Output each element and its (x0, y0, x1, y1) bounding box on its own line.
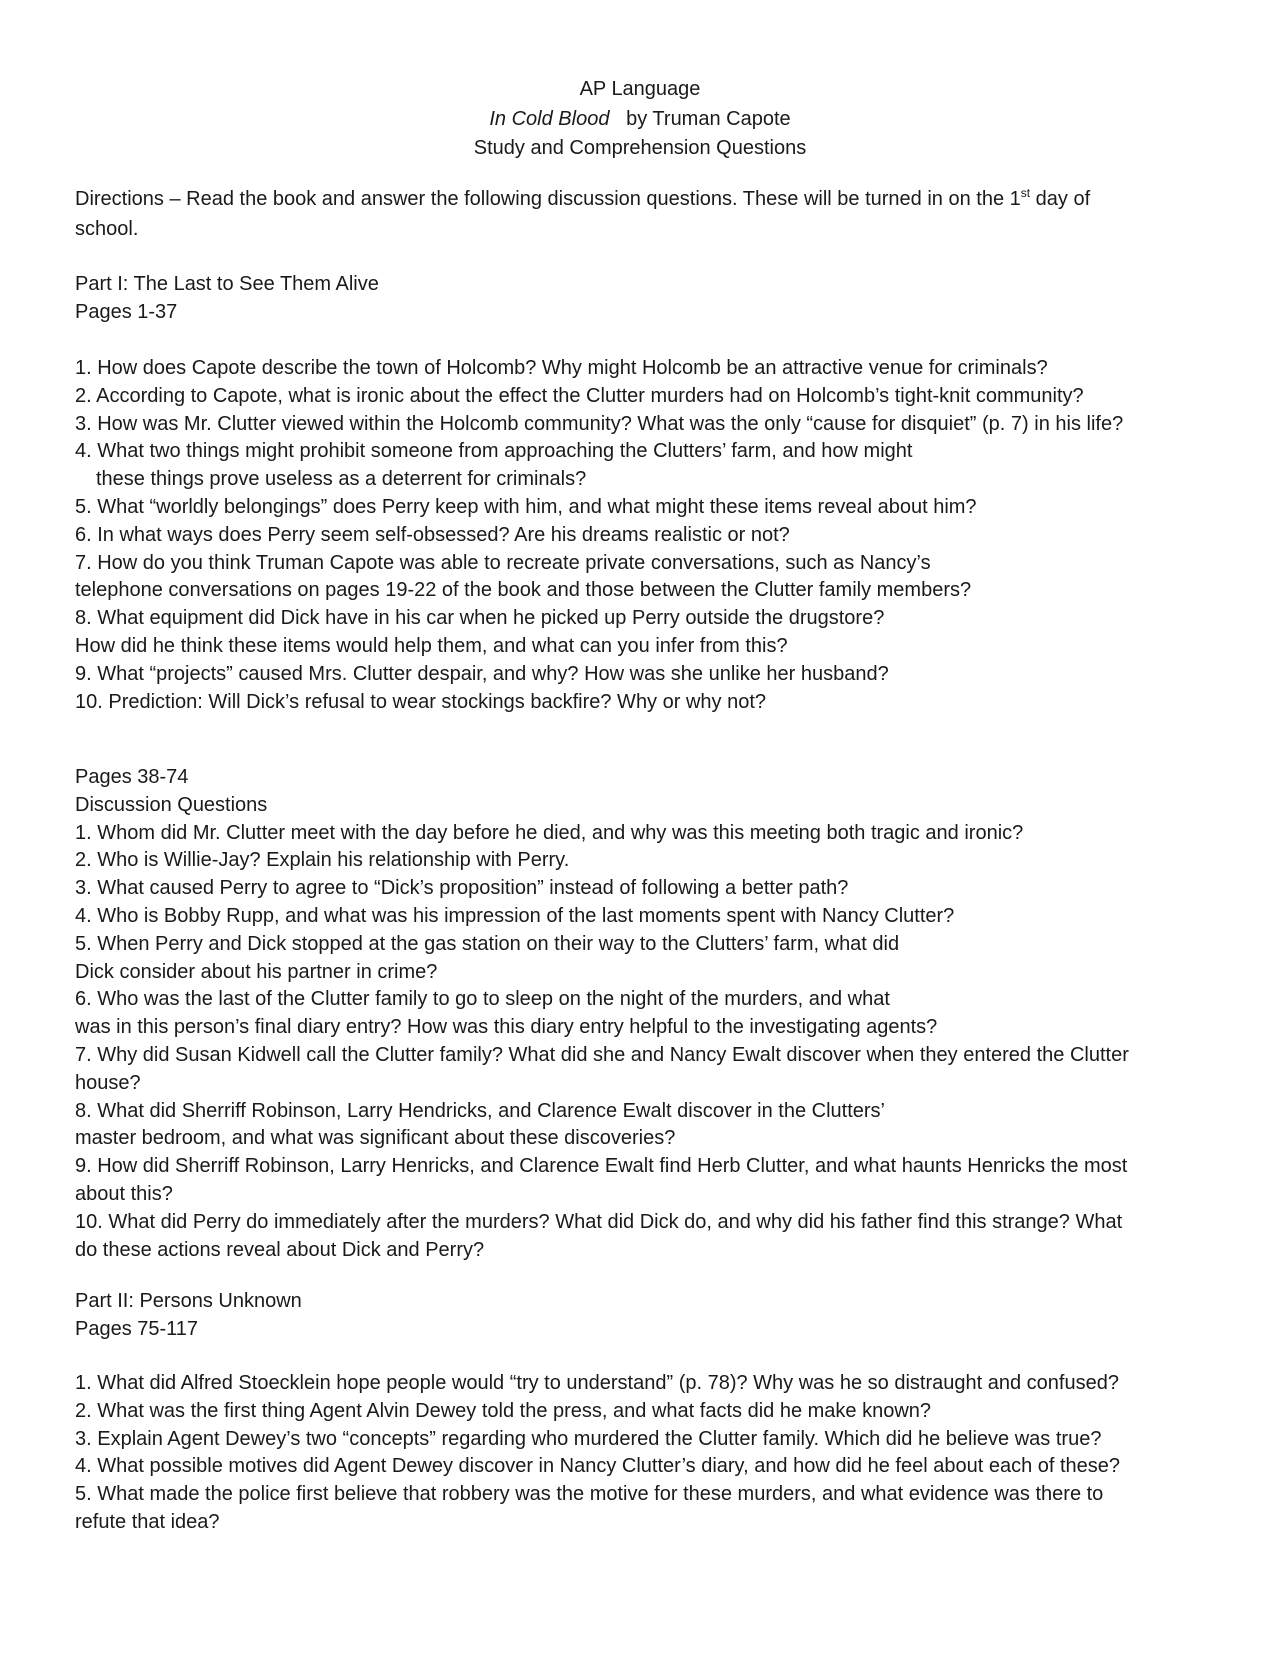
list-item: house? (75, 1071, 141, 1094)
part1b-heading: Discussion Questions (75, 793, 268, 816)
list-item: 6. Who was the last of the Clutter family to go to sleep on the night of the murders, and what (75, 988, 890, 1011)
list-item: 7. How do you think Truman Capote was able to recreate private conversations, such as Nancy’s (75, 551, 931, 574)
part2-title: Part II: Persons Unknown (75, 1290, 302, 1312)
list-item: these things prove useless as a deterrent for criminals? (96, 468, 587, 491)
list-item: 7. Why did Susan Kidwell call the Clutter family? What did she and Nancy Ewalt discover when they entered the Clutter (75, 1043, 1129, 1066)
list-item: 10. Prediction: Will Dick’s refusal to wear stockings backfire? Why or why not? (75, 690, 767, 713)
list-item: 5. What “worldly belongings” does Perry keep with him, and what might these items reveal about him? (75, 495, 977, 518)
list-item: 1. Whom did Mr. Clutter meet with the day before he died, and why was this meeting both tragic and ironic? (75, 821, 1024, 844)
list-item: 10. What did Perry do immediately after the murders? What did Dick do, and why did his father find this strange? What (75, 1210, 1123, 1233)
list-item: 2. According to Capote, what is ironic about the effect the Clutter murders had on Holcomb’s tight-knit community? (75, 384, 1084, 407)
list-item: 5. What made the police first believe that robbery was the motive for these murders, and what evidence was there to (75, 1483, 1104, 1506)
book-title: In Cold Blood (489, 107, 610, 130)
list-item: do these actions reveal about Dick and Perry? (75, 1238, 485, 1261)
list-item: 9. What “projects” caused Mrs. Clutter despair, and why? How was she unlike her husband? (75, 662, 889, 685)
list-item: Dick consider about his partner in crime? (75, 960, 438, 983)
course-title: AP Language (579, 78, 701, 100)
list-item: 3. What caused Perry to agree to “Dick’s proposition” instead of following a better path? (75, 877, 849, 900)
part1-title: Part I: The Last to See Them Alive (75, 273, 379, 295)
list-item: refute that idea? (75, 1510, 220, 1533)
part1b-section (75, 764, 1215, 1264)
part1-heading (75, 271, 1215, 327)
superscript-st: st (1020, 186, 1031, 200)
list-item: 9. How did Sherriff Robinson, Larry Henricks, and Clarence Ewalt find Herb Clutter, and what haunts Henricks the most (75, 1155, 1128, 1178)
list-item: telephone conversations on pages 19-22 of the book and those between the Clutter family members? (75, 579, 972, 602)
book-byline: by Truman Capote (626, 107, 791, 130)
directions (75, 184, 1215, 244)
directions-text: Directions – Read the book and answer the following discussion questions. These will be turned in on the 1st day of school. (75, 186, 1091, 240)
list-item: 2. Who is Willie-Jay? Explain his relationship with Perry. (75, 849, 570, 872)
part1b-pages: Pages 38-74 (75, 766, 189, 788)
list-item: about this? (75, 1182, 173, 1205)
list-item: 3. Explain Agent Dewey’s two “concepts” regarding who murdered the Clutter family. Which did he believe was true? (75, 1427, 1102, 1450)
list-item: was in this person’s final diary entry? How was this diary entry helpful to the investigating agents? (75, 1016, 938, 1039)
part1-question-list (75, 355, 1215, 716)
part2-pages: Pages 75-117 (75, 1317, 199, 1340)
list-item: 3. How was Mr. Clutter viewed within the Holcomb community? What was the only “cause for disquiet” (p. 7) in his life? (75, 412, 1124, 435)
list-item: 4. Who is Bobby Rupp, and what was his impression of the last moments spent with Nancy Clutter? (75, 904, 955, 927)
part2-heading (75, 1288, 1215, 1344)
list-item: 8. What equipment did Dick have in his car when he picked up Perry outside the drugstore? (75, 607, 885, 630)
list-item: How did he think these items would help them, and what can you infer from this? (75, 634, 788, 657)
part2-question-list (75, 1370, 1215, 1537)
document-header (0, 75, 1280, 164)
part1-pages: Pages 1-37 (75, 300, 178, 323)
list-item: 2. What was the first thing Agent Alvin Dewey told the press, and what facts did he make known? (75, 1399, 932, 1422)
book-title-line (0, 105, 1280, 135)
list-item: 8. What did Sherriff Robinson, Larry Hendricks, and Clarence Ewalt discover in the Clutters’ (75, 1099, 885, 1122)
list-item: 1. How does Capote describe the town of Holcomb? Why might Holcomb be an attractive venue for criminals? (75, 357, 1048, 379)
list-item: 4. What possible motives did Agent Dewey discover in Nancy Clutter’s diary, and how did he feel about each of these? (75, 1455, 1121, 1478)
document-subtitle: Study and Comprehension Questions (473, 137, 807, 159)
list-item: 5. When Perry and Dick stopped at the gas station on their way to the Clutters’ farm, what did (75, 932, 900, 955)
list-item: 6. In what ways does Perry seem self-obsessed? Are his dreams realistic or not? (75, 523, 790, 546)
list-item: 4. What two things might prohibit someone from approaching the Clutters’ farm, and how might (75, 440, 913, 463)
list-item: 1. What did Alfred Stoecklein hope people would “try to understand” (p. 78)? Why was he so distraught and confused? (75, 1372, 1119, 1394)
list-item: master bedroom, and what was significant about these discoveries? (75, 1127, 676, 1150)
